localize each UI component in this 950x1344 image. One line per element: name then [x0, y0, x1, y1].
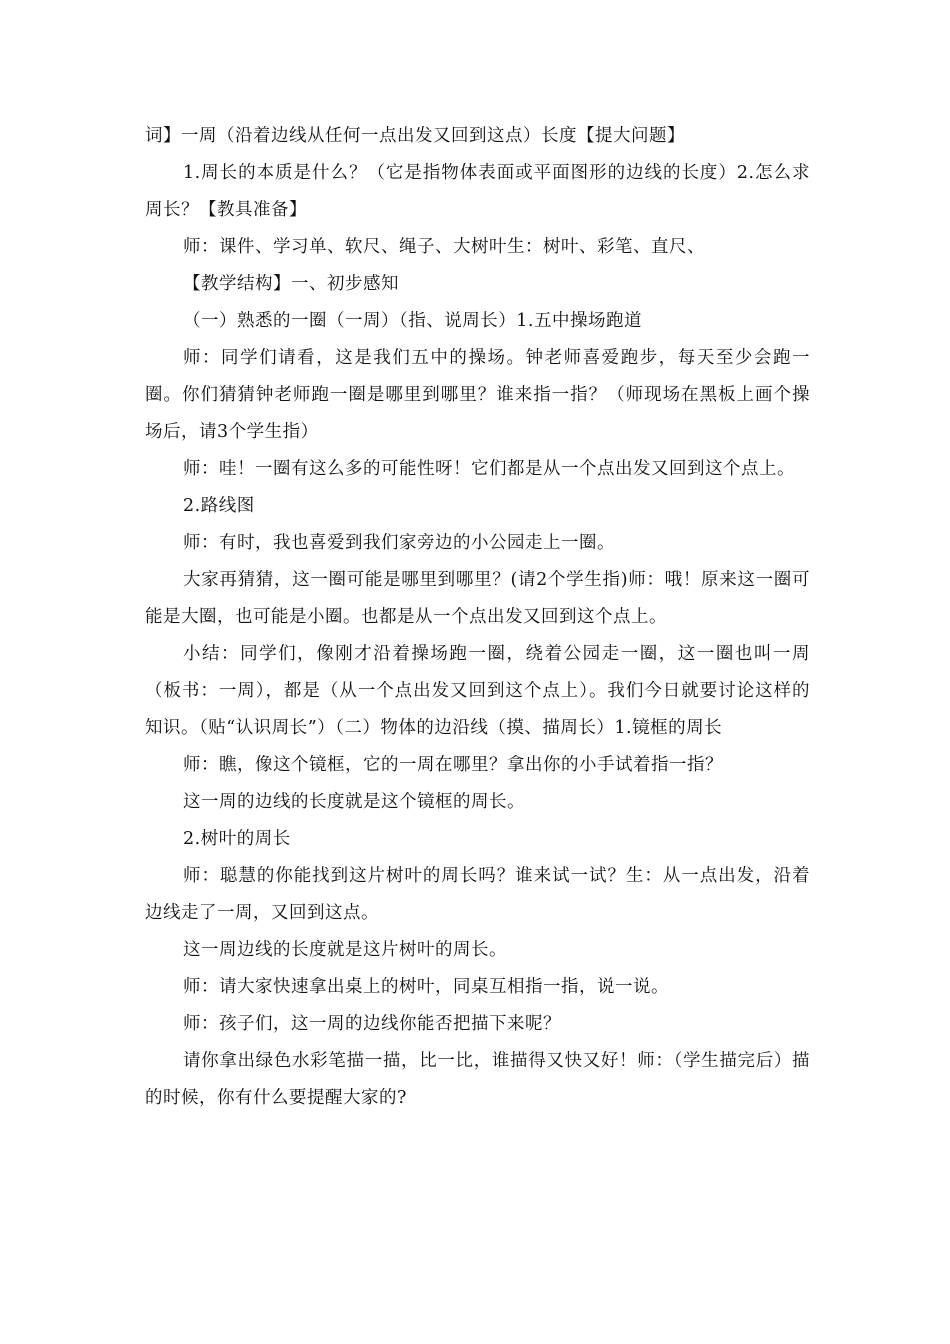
section-heading: 【教学结构】一、初步感知 — [183, 274, 399, 294]
paragraph: 师：瞧，像这个镜框，它的一周在哪里？拿出你的小手试着指一指？ — [183, 755, 723, 775]
paragraph: 1.周长的本质是什么？（它是指物体表面或平面图形的边线的长度）2.怎么求周长？【教具准备】 — [145, 163, 810, 220]
paragraph: 师：请大家快速拿出桌上的树叶，同桌互相指一指，说一说。 — [183, 977, 669, 997]
paragraph: 师：同学们请看，这是我们五中的操场。钟老师喜爱跑步，每天至少会跑一圈。你们猜猜钟老师跑一圈是哪里到哪里？谁来指一指？（师现场在黑板上画个操场后，请3个学生指） — [145, 348, 810, 442]
paragraph: 师：课件、学习单、软尺、绳子、大树叶生：树叶、彩笔、直尺、 — [183, 237, 705, 257]
paragraph: 这一周边线的长度就是这片树叶的周长。 — [183, 940, 507, 960]
paragraph: 词】一周（沿着边线从任何一点出发又回到这点）长度【提大问题】 — [145, 126, 685, 146]
paragraph: 师：聪慧的你能找到这片树叶的周长吗？谁来试一试？生：从一点出发，沿着边线走了一周，又回到这点。 — [145, 866, 810, 923]
paragraph: 师：有时，我也喜爱到我们家旁边的小公园走上一圈。 — [183, 533, 615, 553]
paragraph: 请你拿出绿色水彩笔描一描，比一比，谁描得又快又好！师：（学生描完后）描的时候，你有什么要提醒大家的? — [145, 1051, 810, 1108]
paragraph: 大家再猜猜，这一圈可能是哪里到哪里？(请2个学生指)师：哦！原来这一圈可能是大圈，也可能是小圈。也都是从一个点出发又回到这个点上。 — [145, 570, 810, 627]
paragraph: 师：哇！一圈有这么多的可能性呀！它们都是从一个点出发又回到这个点上。 — [183, 459, 795, 479]
subsection-heading: （一）熟悉的一圈（一周）（指、说周长）1.五中操场跑道 — [183, 311, 642, 331]
paragraph: 这一周的边线的长度就是这个镜框的周长。 — [183, 792, 525, 812]
subsection-heading: 2.路线图 — [183, 496, 255, 516]
subsection-heading: 2.树叶的周长 — [183, 829, 291, 849]
paragraph: 师：孩子们，这一周的边线你能否把描下来呢？ — [183, 1014, 561, 1034]
document-page — [145, 118, 810, 1117]
paragraph: 小结：同学们，像刚才沿着操场跑一圈，绕着公园走一圈，这一圈也叫一周（板书：一周），都是（从一个点出发又回到这个点上）。我们今日就要讨论这样的知识。（贴“认识周长”）（二）物体的边沿线（摸、描周长）1.镜框的周长 — [145, 644, 810, 738]
